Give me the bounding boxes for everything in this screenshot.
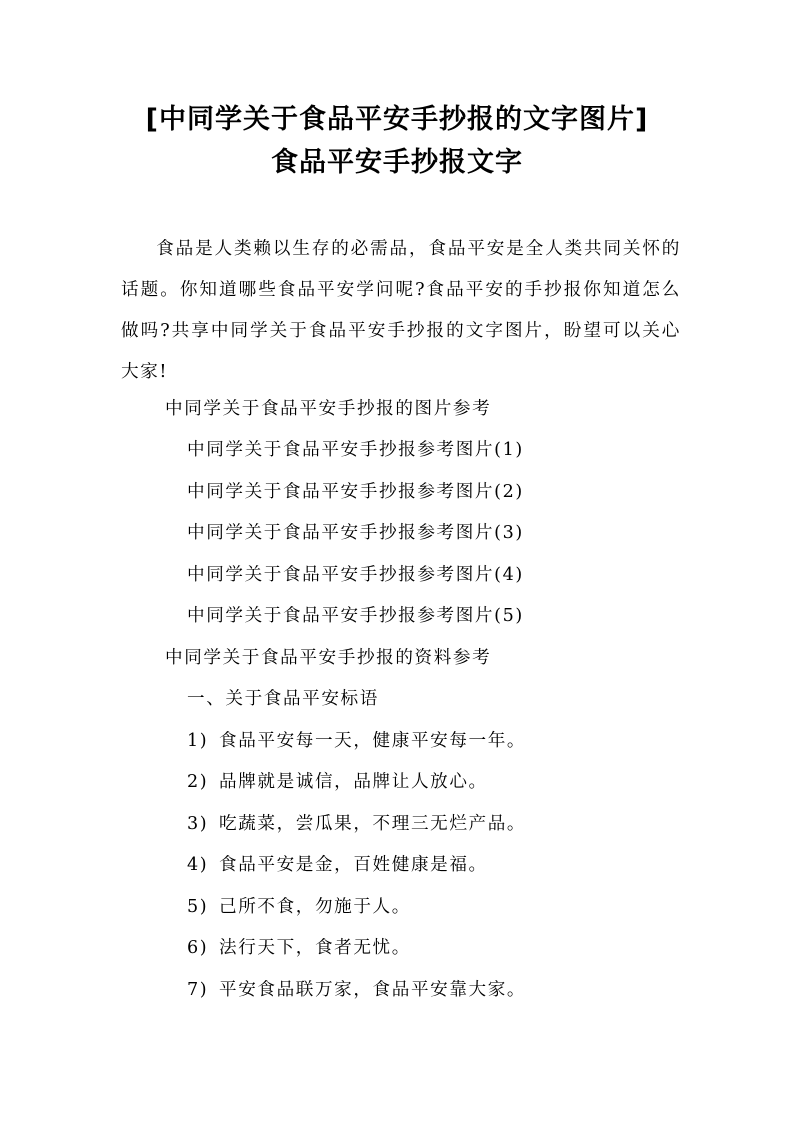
slogan-item xyxy=(187,895,411,919)
slogan-item xyxy=(187,936,411,960)
slogans-subheading: 一、关于食品平安标语 xyxy=(187,689,379,709)
title-line-2: 食品平安手抄报文字 xyxy=(271,147,523,178)
slogan-text: 平安食品联万家，食品平安靠大家。 xyxy=(219,980,527,1000)
slogan-text: 法行天下，食者无忧。 xyxy=(219,938,411,958)
slogan-item xyxy=(187,770,488,794)
slogan-number: 7) xyxy=(187,980,209,1000)
intro-paragraph: 食品是人类赖以生存的必需品，食品平安是全人类共同关怀的话题。你知道哪些食品平安学问呢?食品平安的手抄报你知道怎么做吗?共享中同学关于食品平安手抄报的文字图片，盼望可以关心大家! xyxy=(121,239,681,382)
slogan-number: 4) xyxy=(187,855,209,875)
slogan-item xyxy=(187,853,488,877)
slogan-number: 2) xyxy=(187,772,209,792)
slogan-number: 6) xyxy=(187,938,209,958)
materials-section-heading: 中同学关于食品平安手抄报的资料参考 xyxy=(165,648,492,668)
slogan-text: 品牌就是诚信，品牌让人放心。 xyxy=(219,772,488,792)
title-line-1: [中同学关于食品平安手抄报的文字图片] xyxy=(145,104,649,135)
slogan-text: 吃蔬菜，尝瓜果，不理三无烂产品。 xyxy=(219,814,527,834)
images-section-heading: 中同学关于食品平安手抄报的图片参考 xyxy=(165,399,492,419)
slogan-number: 1) xyxy=(187,731,209,751)
slogan-number: 5) xyxy=(187,897,209,917)
image-reference-item: 中同学关于食品平安手抄报参考图片(1) xyxy=(187,440,524,460)
image-reference-item: 中同学关于食品平安手抄报参考图片(3) xyxy=(187,523,524,543)
image-reference-item: 中同学关于食品平安手抄报参考图片(2) xyxy=(187,482,524,502)
slogan-text: 食品平安每一天，健康平安每一年。 xyxy=(219,731,527,751)
slogan-item xyxy=(187,812,526,836)
image-reference-item: 中同学关于食品平安手抄报参考图片(5) xyxy=(187,606,524,626)
image-reference-item: 中同学关于食品平安手抄报参考图片(4) xyxy=(187,565,524,585)
slogan-text: 食品平安是金，百姓健康是福。 xyxy=(219,855,488,875)
slogan-item xyxy=(187,978,526,1002)
slogan-item xyxy=(187,729,526,753)
slogan-text: 己所不食，勿施于人。 xyxy=(219,897,411,917)
slogan-number: 3) xyxy=(187,814,209,834)
